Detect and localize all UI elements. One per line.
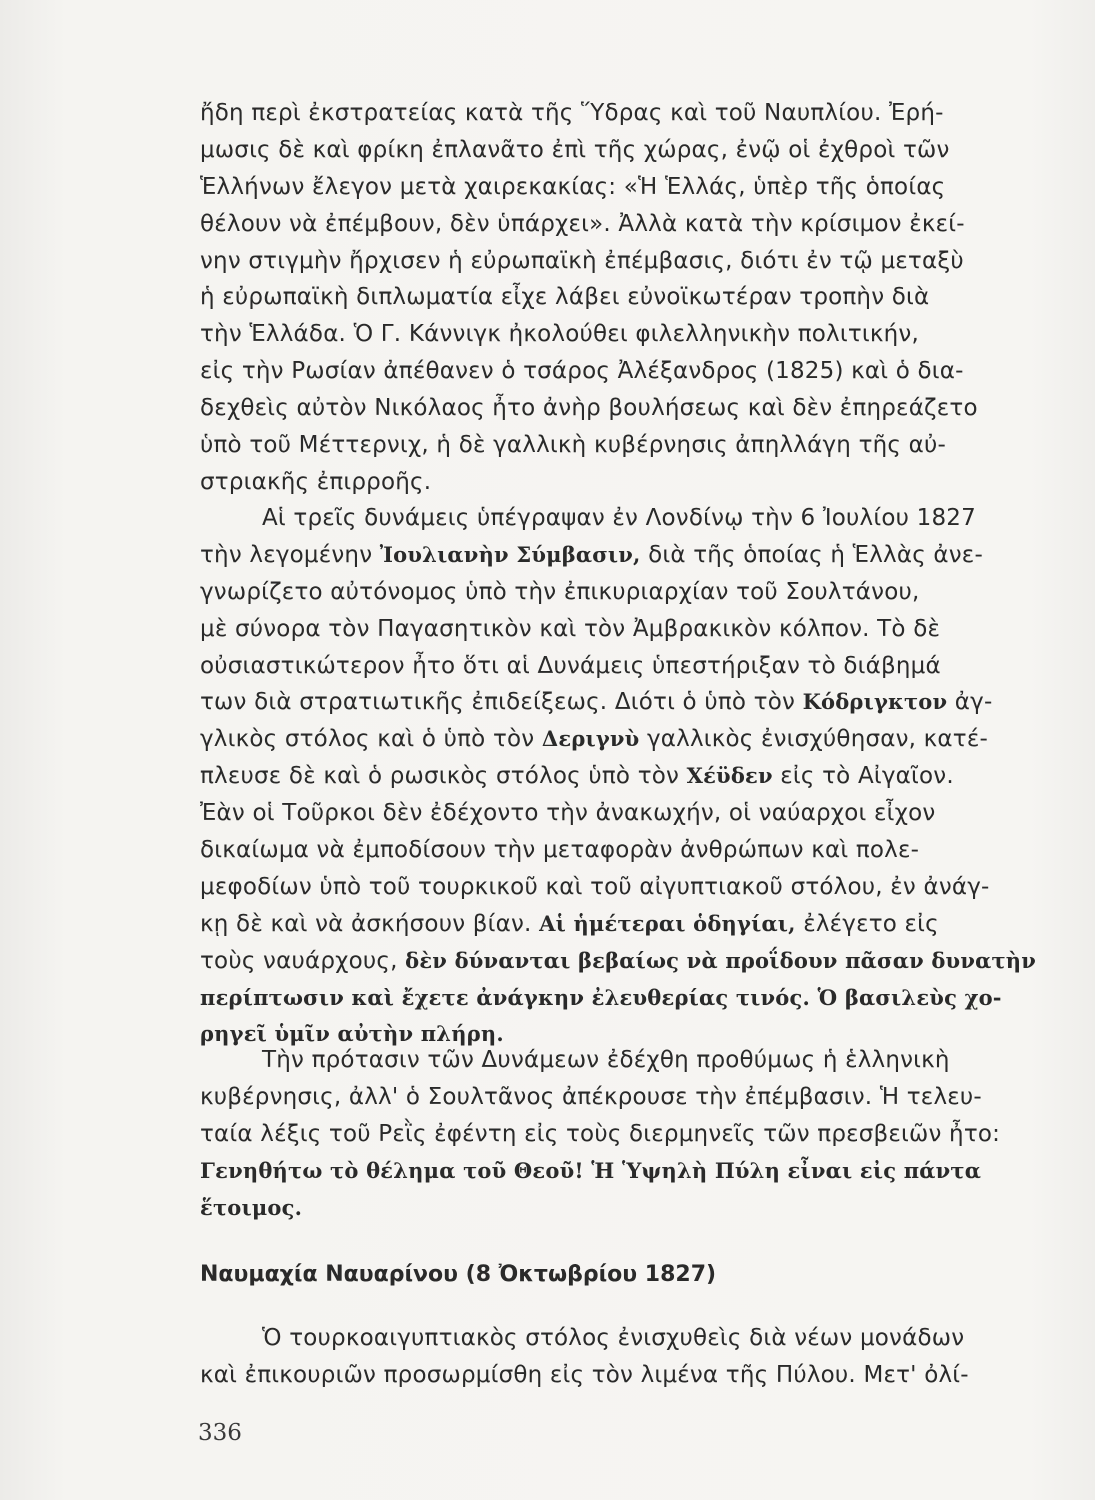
- emphasis-text: Αἱ ἡμέτεραι ὁδηγίαι,: [539, 910, 796, 936]
- text-line: [200, 537, 983, 574]
- text-line: ρηγεῖ ὑμῖν αὐτὴν πλήρη.: [200, 1021, 504, 1047]
- text-line: οὐσιαστικώτερον ἦτο ὅτι αἱ Δυνάμεις ὑπεστήριξαν τὸ διάβημά: [200, 652, 941, 679]
- text-span: ἀγ-: [954, 689, 993, 716]
- text-line: Γενηθήτω τὸ θέλημα τοῦ Θεοῦ! Ἡ Ὑψηλὴ Πύλη εἶναι εἰς πάντα: [200, 1157, 982, 1183]
- text-span: τὴν λεγομένην: [200, 541, 373, 568]
- text-span: κῃ δὲ καὶ νὰ ἀσκήσουν βίαν.: [200, 910, 532, 937]
- text-span: διὰ τῆς ὁποίας ἡ Ἑλλὰς ἀνε-: [648, 541, 983, 568]
- paragraph-2: [200, 500, 1037, 1053]
- text-line: μεφοδίων ὑπὸ τοῦ τουρκικοῦ καὶ τοῦ αἰγυπτιακοῦ στόλου, ἐν ἀνάγ-: [200, 873, 990, 900]
- paragraph-1: [200, 95, 978, 501]
- text-line: μὲ σύνορα τὸν Παγασητικὸν καὶ τὸν Ἀμβρακικὸν κόλπον. Τὸ δὲ: [200, 615, 941, 642]
- text-line: δεχθεὶς αὐτὸν Νικόλαος ἦτο ἀνὴρ βουλήσεως καὶ δὲν ἐπηρεάζετο: [200, 395, 978, 422]
- text-line: νην στιγμὴν ἤρχισεν ἡ εὐρωπαϊκὴ ἐπέμβασις, διότι ἐν τῷ μεταξὺ: [200, 247, 964, 274]
- text-span: ἐλέγετο εἰς: [803, 910, 939, 937]
- emphasis-text: δὲν δύνανται βεβαίως νὰ προΐδουν πᾶσαν δυνατὴν: [405, 947, 1037, 973]
- text-span: τοὺς ναυάρχους,: [200, 947, 398, 974]
- emphasis-text: Χέϋδεν: [686, 763, 773, 789]
- text-line: κυβέρνησις, ἀλλ' ὁ Σουλτᾶνος ἀπέκρουσε τὴν ἐπέμβασιν. Ἡ τελευ-: [200, 1083, 982, 1110]
- text-line: γνωρίζετο αὐτόνομος ὑπὸ τὴν ἐπικυριαρχίαν τοῦ Σουλτάνου,: [200, 578, 920, 605]
- text-line: δικαίωμα νὰ ἐμποδίσουν τὴν μεταφορὰν ἀνθρώπων καὶ πολε-: [200, 837, 920, 864]
- text-span: εἰς τὸ Αἰγαῖον.: [780, 763, 954, 790]
- paragraph-4: [200, 1320, 969, 1394]
- text-line: τὴν Ἑλλάδα. Ὁ Γ. Κάννιγκ ἠκολούθει φιλελληνικὴν πολιτικήν,: [200, 321, 919, 348]
- text-line: ἡ εὐρωπαϊκὴ διπλωματία εἶχε λάβει εὐνοϊκωτέραν τροπὴν διὰ: [200, 284, 930, 311]
- text-line: [200, 943, 1037, 980]
- page-number: 336: [198, 1420, 242, 1446]
- text-line: Αἱ τρεῖς δυνάμεις ὑπέγραψαν ἐν Λονδίνῳ τὴν 6 Ἰουλίου 1827: [262, 505, 976, 531]
- text-span: γαλλικὸς ἐνισχύθησαν, κατέ-: [646, 726, 988, 753]
- text-line: [200, 758, 954, 795]
- section-heading: Ναυμαχία Ναυαρίνου (8 Ὀκτωβρίου 1827): [200, 1262, 717, 1287]
- text-line: [200, 906, 939, 943]
- text-line: μωσις δὲ καὶ φρίκη ἐπλανᾶτο ἐπὶ τῆς χώρας, ἐνῷ οἱ ἐχθροὶ τῶν: [200, 136, 950, 163]
- text-line: ὑπὸ τοῦ Μέττερνιχ, ἡ δὲ γαλλικὴ κυβέρνησις ἀπηλλάγη τῆς αὐ-: [200, 432, 946, 459]
- emphasis-text: Ἰουλιανὴν Σύμβασιν,: [379, 541, 641, 567]
- text-span: πλευσε δὲ καὶ ὁ ρωσικὸς στόλος ὑπὸ τὸν: [200, 763, 680, 790]
- text-line: Ὁ τουρκοαιγυπτιακὸς στόλος ἐνισχυθεὶς διὰ νέων μονάδων: [262, 1325, 965, 1351]
- text-line: [200, 684, 993, 721]
- text-line: θέλουν νὰ ἐπέμβουν, δὲν ὑπάρχει». Ἀλλὰ κατὰ τὴν κρίσιμον ἐκεί-: [200, 210, 965, 237]
- text-line: ἤδη περὶ ἐκστρατείας κατὰ τῆς Ὕδρας καὶ τοῦ Ναυπλίου. Ἐρή-: [200, 100, 944, 126]
- text-line: Ἑλλήνων ἔλεγον μετὰ χαιρεκακίας: «Ἡ Ἑλλάς, ὑπὲρ τῆς ὁποίας: [200, 173, 946, 200]
- text-line: ἕτοιμος.: [200, 1194, 303, 1220]
- text-line: Ἐὰν οἱ Τοῦρκοι δὲν ἐδέχοντο τὴν ἀνακωχήν, οἱ ναύαρχοι εἶχον: [200, 800, 936, 827]
- text-line: ταία λέξις τοῦ Ρεῒς ἐφέντη εἰς τοὺς διερμηνεῖς τῶν πρεσβειῶν ἦτο:: [200, 1120, 1001, 1147]
- text-span: γλικὸς στόλος καὶ ὁ ὑπὸ τὸν: [200, 726, 535, 753]
- text-span: των διὰ στρατιωτικῆς ἐπιδείξεως. Διότι ὁ ὑπὸ τὸν: [200, 689, 796, 716]
- paragraph-3: [200, 1042, 1001, 1226]
- emphasis-text: Κόδριγκτον: [802, 689, 948, 715]
- emphasis-text: Δεριγνὺ: [541, 726, 640, 752]
- text-line: καὶ ἐπικουριῶν προσωρμίσθη εἰς τὸν λιμένα τῆς Πύλου. Μετ' ὀλί-: [200, 1361, 969, 1388]
- text-line: Τὴν πρότασιν τῶν Δυνάμεων ἐδέχθη προθύμως ἡ ἑλληνικὴ: [262, 1047, 950, 1073]
- text-line: [200, 721, 988, 758]
- text-line: περίπτωσιν καὶ ἔχετε ἀνάγκην ἐλευθερίας τινός. Ὁ βασιλεὺς χο-: [200, 984, 1002, 1010]
- text-line: εἰς τὴν Ρωσίαν ἀπέθανεν ὁ τσάρος Ἀλέξανδρος (1825) καὶ ὁ δια-: [200, 358, 964, 385]
- text-line: στριακῆς ἐπιρροῆς.: [200, 468, 432, 495]
